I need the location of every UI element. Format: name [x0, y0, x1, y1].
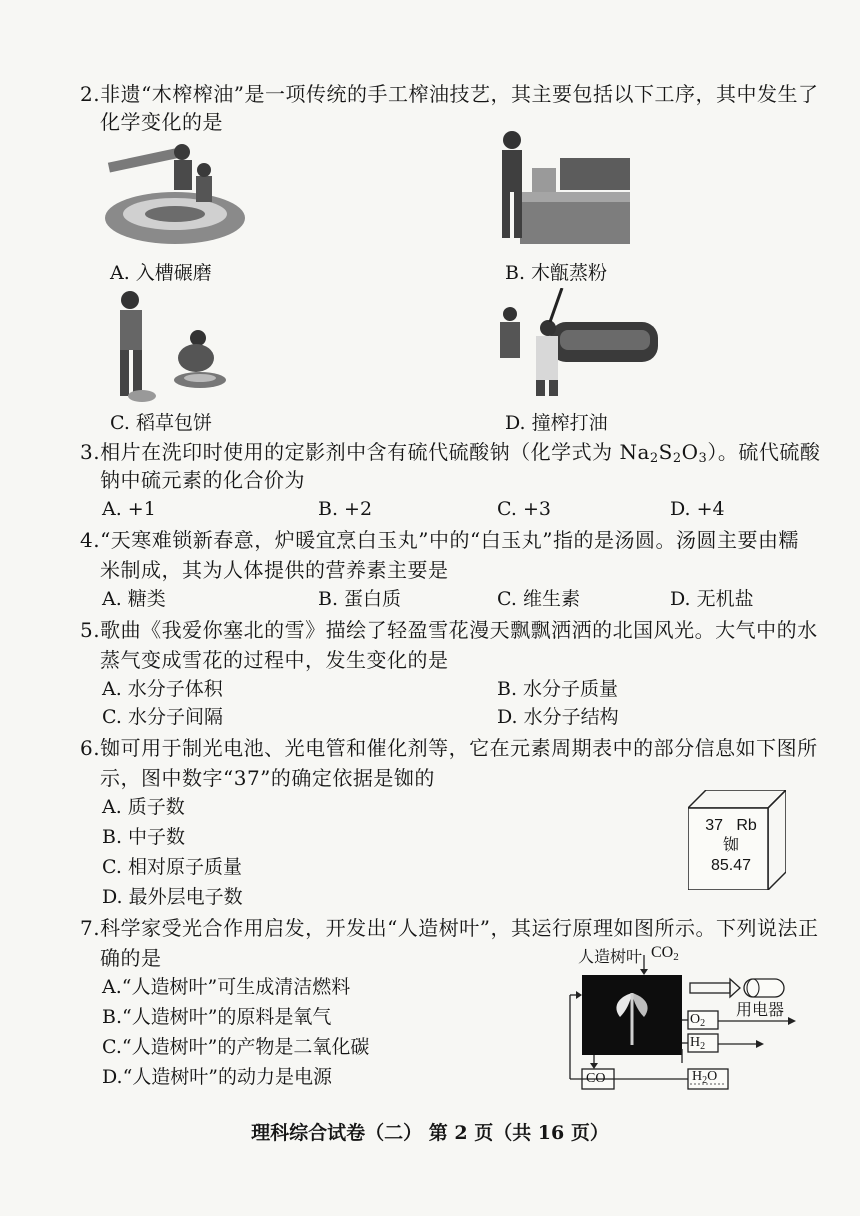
q3-stem-pre: 3.相片在洗印时使用的定影剂中含有硫代硫酸钠（化学式为 Na — [80, 440, 650, 464]
q6-stem-line1: 6.铷可用于制光电池、光电管和催化剂等，它在元素周期表中的部分信息如下图所 — [80, 736, 818, 760]
q2-stem-line1: 2.非遗“木榨榨油”是一项传统的手工榨油技艺，其主要包括以下工序，其中发生了 — [80, 82, 819, 106]
q6-option-c: C. 相对原子质量 — [102, 856, 242, 878]
q2-option-d: D. 撞榨打油 — [505, 412, 608, 434]
q7-option-c: C.“人造树叶”的产物是二氧化碳 — [102, 1036, 370, 1058]
o2-sub: 2 — [700, 1018, 706, 1029]
q6-option-b: B. 中子数 — [102, 826, 186, 848]
q4-stem-line1: 4.“天寒难锁新春意，炉暖宜烹白玉丸”中的“白玉丸”指的是汤圆。汤圆主要由糯 — [80, 528, 799, 552]
h2o-pre: H — [692, 1069, 703, 1084]
q5-option-a: A. 水分子体积 — [102, 678, 223, 700]
element-number-symbol-row — [693, 816, 769, 836]
co-label: CO — [586, 1071, 606, 1086]
q2-figure-d-pressing — [490, 288, 660, 398]
q4-option-b: B. 蛋白质 — [318, 588, 402, 610]
o2-text: O — [690, 1012, 701, 1027]
o2-label — [690, 1012, 705, 1029]
q3-option-b: B. +2 — [318, 498, 373, 520]
q5-stem-line1: 5.歌曲《我爱你塞北的雪》描绘了轻盈雪花漫天飘飘洒洒的北国风光。大气中的水 — [80, 618, 818, 642]
q3-sub3: 3 — [698, 451, 708, 466]
device-label: 用电器 — [736, 1000, 785, 1019]
q3-sub1: 2 — [649, 451, 659, 466]
page-footer: 理科综合试卷（二） 第 2 页（共 16 页） — [251, 1122, 609, 1144]
h2o-label — [692, 1069, 717, 1086]
q2-option-c: C. 稻草包饼 — [110, 412, 212, 434]
q2-figure-b-steaming — [490, 130, 640, 250]
q3-option-c: C. +3 — [497, 498, 551, 520]
q2-stem-line2: 化学变化的是 — [100, 110, 223, 134]
q5-option-c: C. 水分子间隔 — [102, 706, 223, 728]
q3-mid2: O — [681, 440, 699, 464]
h2o-sub: 2 — [702, 1075, 708, 1086]
element-atomic-number: 37 — [705, 817, 723, 834]
h2-label — [690, 1035, 705, 1052]
q5-option-d: D. 水分子结构 — [497, 706, 619, 728]
q7-stem-line2: 确的是 — [100, 946, 162, 970]
q2-figure-c-wrapping — [100, 288, 250, 406]
q4-option-a: A. 糖类 — [102, 588, 166, 610]
leaf-label: 人造树叶 — [578, 947, 643, 966]
q2-option-b: B. 木甑蒸粉 — [505, 262, 608, 284]
q5-option-b: B. 水分子质量 — [497, 678, 619, 700]
h2o-post: O — [707, 1069, 718, 1084]
element-symbol: Rb — [736, 817, 757, 834]
q7-stem-line1: 7.科学家受光合作用启发，开发出“人造树叶”，其运行原理如图所示。下列说法正 — [80, 916, 819, 940]
co2-label — [651, 944, 679, 963]
q6-stem-line2: 示，图中数字“37”的确定依据是铷的 — [100, 766, 435, 790]
q3-sub2: 2 — [672, 451, 682, 466]
h2-sub: 2 — [700, 1041, 706, 1052]
q3-stem-line2: 钠中硫元素的化合价为 — [100, 468, 305, 492]
q3-option-d: D. +4 — [670, 498, 725, 520]
q4-stem-line2: 米制成，其为人体提供的营养素主要是 — [100, 558, 449, 582]
h2-text: H — [690, 1035, 701, 1050]
q6-option-a: A. 质子数 — [102, 796, 185, 818]
q4-option-c: C. 维生素 — [497, 588, 580, 610]
q3-mid: S — [658, 440, 673, 464]
q3-option-a: A. +1 — [102, 498, 156, 520]
q7-option-a: A.“人造树叶”可生成清洁燃料 — [102, 976, 351, 998]
element-chinese-name: 铷 — [722, 837, 739, 854]
q2-figure-a-grinding — [100, 138, 250, 253]
q3-stem-post: ）。硫代硫酸 — [707, 440, 821, 464]
co2-sub: 2 — [673, 951, 679, 963]
q7-option-d: D.“人造树叶”的动力是电源 — [102, 1066, 333, 1088]
q5-stem-line2: 蒸气变成雪花的过程中，发生变化的是 — [100, 648, 449, 672]
q2-option-a: A. 入槽碾磨 — [110, 262, 212, 284]
co2-text: CO — [651, 944, 674, 961]
q4-option-d: D. 无机盐 — [670, 588, 754, 610]
element-atomic-mass: 85.47 — [710, 857, 752, 874]
q7-option-b: B.“人造树叶”的原料是氧气 — [102, 1006, 332, 1028]
q6-option-d: D. 最外层电子数 — [102, 886, 243, 908]
element-info — [693, 816, 769, 876]
